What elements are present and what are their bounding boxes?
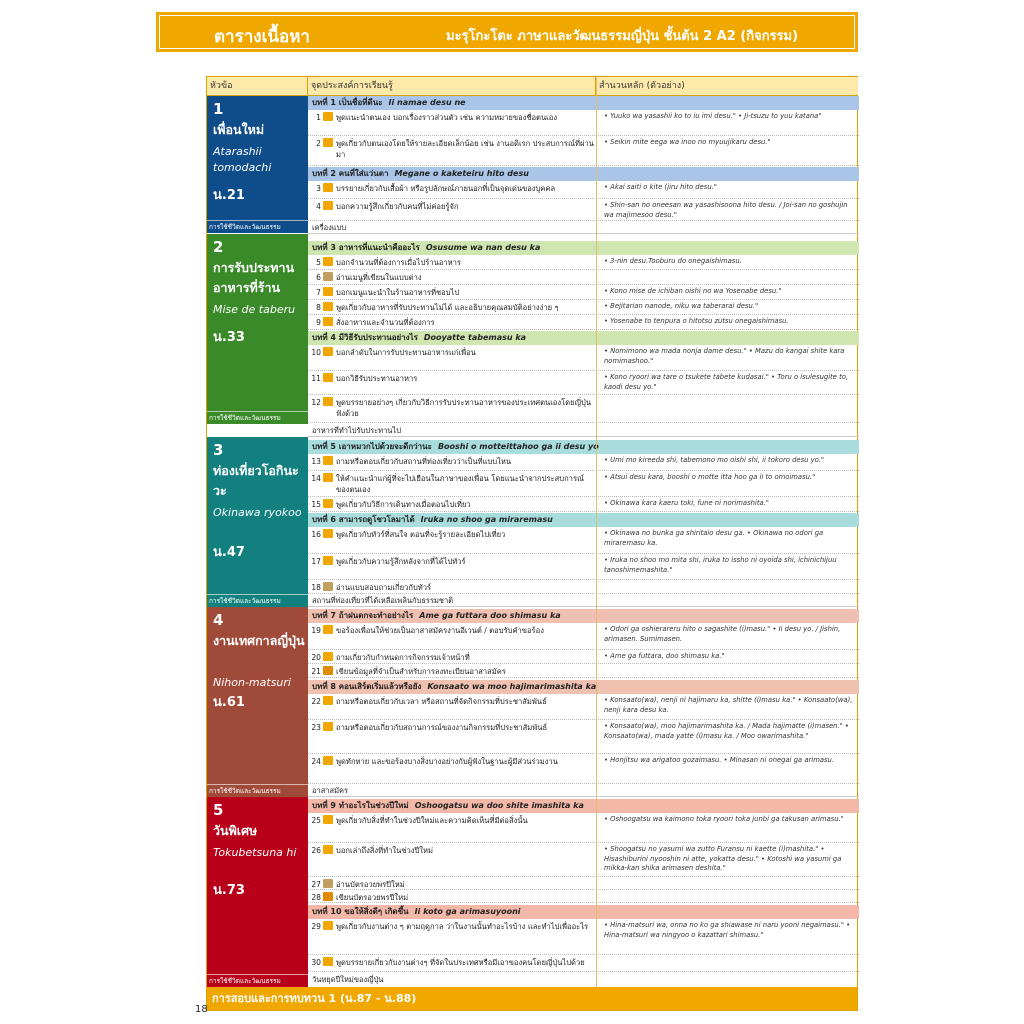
culture-topic: อาหารที่ทำไปรับประทานไป bbox=[308, 424, 859, 437]
activity-row: 16 พูดเกี่ยวกับทัวร์ที่สนใจ ตอนที่จะรู้รายละเอียดไปเที่ยว • Okinawa no bunka ga shiritaio desu ga. • Okinawa no odori ga miraremasu ka. bbox=[308, 527, 859, 554]
activity-row: 25 พูดเกี่ยวกับสิ่งที่ทำในช่วงปีใหม่และความคิดเห็นที่มีต่อสิ่งนั้น • Oshoogatsu wa kaimono toka ryoori toka junbi ga takusan arimasu." bbox=[308, 813, 859, 843]
table-of-contents bbox=[206, 76, 858, 1011]
activity-row: 24 พูดทักทาย และขอร้องบางสิ่งบางอย่างกับผู้ฟังในฐานะผู้มีส่วนร่วมงาน • Honjitsu wa arigatoo gozaimasu. • Minasan ni onegai ga arimasu. bbox=[308, 754, 859, 784]
lesson-header: บทที่ 9 ทำอะไรในช่วงปีใหม่ Oshoogatsu wa doo shite imashita ka bbox=[308, 799, 859, 813]
unit-3 bbox=[207, 437, 308, 607]
lesson-header: บทที่ 10 ขอให้สิ่งดีๆ เกิดขึ้น Ii koto ga arimasuyooni bbox=[308, 905, 859, 919]
unit-romaji: Mise de taberu bbox=[213, 303, 296, 316]
lesson-header: บทที่ 8 คอนเสิร์ตเริ่มแล้วหรือยัง Konsaato wa moo hajimarimashita ka bbox=[308, 680, 859, 694]
unit-number: 2 bbox=[213, 238, 224, 256]
activity-row: 14 ให้คำแนะนำแก่ผู้ที่จะไปเยือนในภาษาของเพื่อน โดยแนะนำจากประสบการณ์ของตนเอง • Atsui desu kara, booshi o motte itta hoo ga ii to omoimasu." bbox=[308, 471, 859, 497]
unit-title: ท่องเที่ยวโอกินะวะ bbox=[213, 463, 299, 498]
culture-topic: เครื่องแบบ bbox=[308, 221, 859, 234]
activity-row: 8 พูดเกี่ยวกับอาหารที่รับประทานไม่ได้ และอธิบายคุณสมบัติอย่างง่าย ๆ • Bejitarian nanode, niku wa taberarai desu." bbox=[308, 300, 859, 315]
unit-culture-label: การใช้ชีวิตและวัฒนธรรม bbox=[207, 594, 308, 607]
activity-row: 9 สั่งอาหารและจำนวนที่ต้องการ • Yosenabe to tenpura o hitotsu zutsu onegaishimasu. bbox=[308, 315, 859, 330]
column-header-topic: หัวข้อ bbox=[207, 77, 308, 96]
unit-title: การรับประทานอาหารที่ร้าน bbox=[213, 260, 295, 295]
activity-row: 3 บรรยายเกี่ยวกับเสื้อผ้า หรือรูปลักษณ์ภายนอกที่เป็นจุดเด่นของบุคคล • Akai saiti o kite (jiru hito desu." bbox=[308, 181, 859, 199]
lesson-header: บทที่ 5 เอาหมวกไปด้วยจะดีกว่านะ Booshi o motteittahoo ga ii desu yo bbox=[308, 440, 859, 454]
unit-1 bbox=[207, 96, 308, 233]
activity-row: 27 อ่านบัตรอวยพรปีใหม่ bbox=[308, 877, 859, 890]
unit-romaji: Okinawa ryokoo bbox=[213, 506, 302, 519]
header-subtitle: มะรุโกะโตะ ภาษาและวัฒนธรรมญี่ปุ่น ชั้นต้น 2 A2 (กิจกรรม) bbox=[446, 29, 799, 44]
activity-row: 17 พูดเกี่ยวกับความรู้สึกหลังจากที่ได้ไปทัวร์ • Iruka no shoo mo mita shi, iruka to issho ni oyoida shi, ichinichijuu tanoshimemashita." bbox=[308, 554, 859, 580]
unit-number: 1 bbox=[213, 100, 224, 118]
unit-culture-label: การใช้ชีวิตและวัฒนธรรม bbox=[207, 784, 308, 797]
activity-row: 26 บอกเล่าถึงสิ่งที่ทำในช่วงปีใหม่ • Shoogatsu no yasumi wa zutto Furansu ni kaette (i)mashita." • Hisashiburini nyooshin ni atte, yokatta desu." • Kotoshi wa yasumi ga mikka-kan shika arimasen deshita." bbox=[308, 843, 859, 877]
lesson-header: บทที่ 1 เป็นชื่อที่ดีนะ Ii namae desu ne bbox=[308, 96, 859, 110]
unit-title: งานเทศกาลญี่ปุ่น bbox=[213, 633, 305, 648]
unit-culture-label: การใช้ชีวิตและวัฒนธรรม bbox=[207, 974, 308, 987]
unit-2 bbox=[207, 234, 308, 424]
activity-row: 4 บอกความรู้สึกเกี่ยวกับคนที่ไม่ค่อยรู้จัก • Shin-san no oneesan wa yasashisoona hito desu. / Joi-san no goshujin wa majimesoo desu." bbox=[308, 199, 859, 221]
unit-page: น.61 bbox=[213, 695, 245, 710]
lesson-header: บทที่ 7 ถ้าฝนตกจะทำอย่างไร Ame ga futtara doo shimasu ka bbox=[308, 609, 859, 623]
lesson-header: บทที่ 4 มีวิธีรับประทานอย่างไร Dooyatte tabemasu ka bbox=[308, 331, 859, 345]
activity-row: 23 ถามหรือตอบเกี่ยวกับสถานการณ์ของงานกิจกรรมที่ประชาสัมพันธ์ • Konsaato(wa), moo hajimarimashita ka. / Mada hajimatte (i)masen." • Konsaato(wa), mada yatte (i)masu ka. / Moo owarimashita." bbox=[308, 720, 859, 754]
activity-row: 21 เขียนข้อมูลที่จำเป็นสำหรับการลงทะเบียนอาสาสมัคร bbox=[308, 664, 859, 678]
page-header bbox=[156, 12, 858, 52]
activity-row: 19 ขอร้องเพื่อนให้ช่วยเป็นอาสาสมัครงานอีเวนต์ / ตอบรับคำขอร้อง • Odori ga oshierareru hito o sagashite (i)masu." • Ii desu yo. / Jishin, arimasen. Sumimasen. bbox=[308, 623, 859, 650]
culture-topic: วันหยุดปีใหม่ของญี่ปุ่น bbox=[312, 975, 384, 984]
activity-row: 18 อ่านแบบสอบถามเกี่ยวกับทัวร์ bbox=[308, 580, 859, 594]
unit-romaji: Tokubetsuna hi bbox=[213, 846, 297, 859]
unit-title: วันพิเศษ bbox=[213, 823, 258, 838]
unit-number: 5 bbox=[213, 801, 224, 819]
unit-page: น.73 bbox=[213, 883, 245, 898]
unit-page: น.47 bbox=[213, 545, 245, 560]
activity-row: 1 พูดแนะนำตนเอง บอกเรื่องราวส่วนตัว เช่น ความหมายของชื่อตนเอง • Yuuko wa yasashii ko to iu imi desu." • Ji-tsuzu to yuu katana" bbox=[308, 110, 859, 136]
unit-romaji: Nihon-matsuri bbox=[213, 676, 291, 689]
header-title: ตารางเนื้อหา bbox=[214, 27, 310, 47]
column-header-objectives: จุดประสงค์การเรียนรู้ bbox=[308, 77, 596, 96]
unit-page: น.21 bbox=[213, 188, 245, 203]
activity-row: 13 ถามหรือตอบเกี่ยวกับสถานที่ท่องเที่ยวว่าเป็นที่แบบไหน • Umi mo kireeda shi, tabemono mo oishi shi, ii tokoro desu yo." bbox=[308, 454, 859, 471]
review-footer: การสอบและการทบทวน 1 (น.87 - น.88) bbox=[207, 987, 857, 1010]
activity-row: 6 อ่านเมนูที่เขียนในแบบต่าง bbox=[308, 270, 859, 285]
unit-number: 4 bbox=[213, 611, 224, 629]
unit-number: 3 bbox=[213, 441, 224, 459]
lesson-header: บทที่ 3 อาหารที่แนะนำคืออะไร Osusume wa nan desu ka bbox=[308, 241, 859, 255]
column-divider bbox=[596, 77, 597, 987]
lesson-header: บทที่ 6 สามารถดูโชวโลมาได้ Iruka no shoo ga miraremasu bbox=[308, 513, 859, 527]
unit-4 bbox=[207, 607, 308, 797]
column-header-expressions: สำนวนหลัก (ตัวอย่าง) bbox=[596, 77, 858, 96]
activity-row: 11 บอกวิธีรับประทานอาหาร • Kono ryoori wa tare o tsukete tabete kudasai." • Toru o isulesugite to, kaodi desu yo." bbox=[308, 371, 859, 395]
activity-row: 30 พูดบรรยายเกี่ยวกับงานต่างๆ ที่จัดในประเทศหรือมีเอาของคนโดยญี่ปุ่นไปด้วย bbox=[308, 955, 859, 972]
activity-row: 22 ถามหรือตอบเกี่ยวกับเวลา หรือสถานที่จัดกิจกรรมที่ประชาสัมพันธ์ • Konsaato(wa), nenji ni hajimaru ka, shitte (i)masu ka." • Konsaato(wa), nenji kara desu ka. bbox=[308, 694, 859, 720]
activity-row: 10 บอกลำดับในการรับประทานอาหารแก่เพื่อน • Nomimono wa mada nonja dame desu." • Mazu do kangai shite kara nomimashoo." bbox=[308, 345, 859, 371]
activity-row: 29 พูดเกี่ยวกับงานต่าง ๆ ตามฤดูกาล ว่าในงานนั้นทำอะไรบ้าง และทำไปเพื่ออะไร • Hina-matsuri wa, onna no ko ga shiawase ni naru yooni negaimasu." • Hina-matsuri wa ningyoo o kazattari shimasu." bbox=[308, 919, 859, 955]
culture-topic: สถานที่ท่องเที่ยวที่ได้เหลือเพลินกับธรรมชาติ bbox=[308, 594, 859, 607]
unit-culture-label: การใช้ชีวิตและวัฒนธรรม bbox=[207, 411, 308, 424]
activity-row: 20 ถามเกี่ยวกับกำหนดการกิจกรรมเจ้าหน้าที่ • Ame ga futtara, doo shimasu ka." bbox=[308, 650, 859, 664]
culture-topic: อาสาสมัคร bbox=[308, 784, 859, 797]
activity-row: 28 เขียนบัตรอวยพรปีใหม่ bbox=[308, 890, 859, 903]
activity-row: 2 พูดเกี่ยวกับตนเองโดยให้รายละเอียดเล็กน้อย เช่น งานอดิเรก ประสบการณ์ที่ผ่านมา • Seikin mite eega wa inoo no myuujikaru desu." bbox=[308, 136, 859, 166]
unit-romaji: Atarashii tomodachi bbox=[213, 145, 272, 174]
unit-culture-label: การใช้ชีวิตและวัฒนธรรม bbox=[207, 220, 308, 233]
unit-page: น.33 bbox=[213, 330, 245, 345]
activity-row: 7 บอกเมนูแนะนำในร้านอาหารที่ชอบไป • Kono mise de ichiban oishi no wa Yosenabe desu." bbox=[308, 285, 859, 300]
activity-row: 15 พูดเกี่ยวกับวิธีการเดินทางเมื่อตอนไปเที่ยว • Okinawa kara kaeru toki, fune ni norimashita." bbox=[308, 497, 859, 512]
unit-title: เพื่อนใหม่ bbox=[213, 122, 265, 137]
unit-5 bbox=[207, 797, 308, 987]
page-number: 18 bbox=[195, 1004, 208, 1015]
lesson-header: บทที่ 2 คนที่ใส่แว่นตา Megane o kaketeiru hito desu bbox=[308, 167, 859, 181]
activity-row: 5 บอกจำนวนที่ต้องการเมื่อไปร้านอาหาร • 3-nin desu.Tooburu do onegaishimasu. bbox=[308, 255, 859, 270]
activity-row: 12 พูดบรรยายอย่างๆ เกี่ยวกับวิธีการรับประทานอาหารของประเทศตนเองโดยญี่ปุ่นฟังด้วย bbox=[308, 395, 859, 423]
